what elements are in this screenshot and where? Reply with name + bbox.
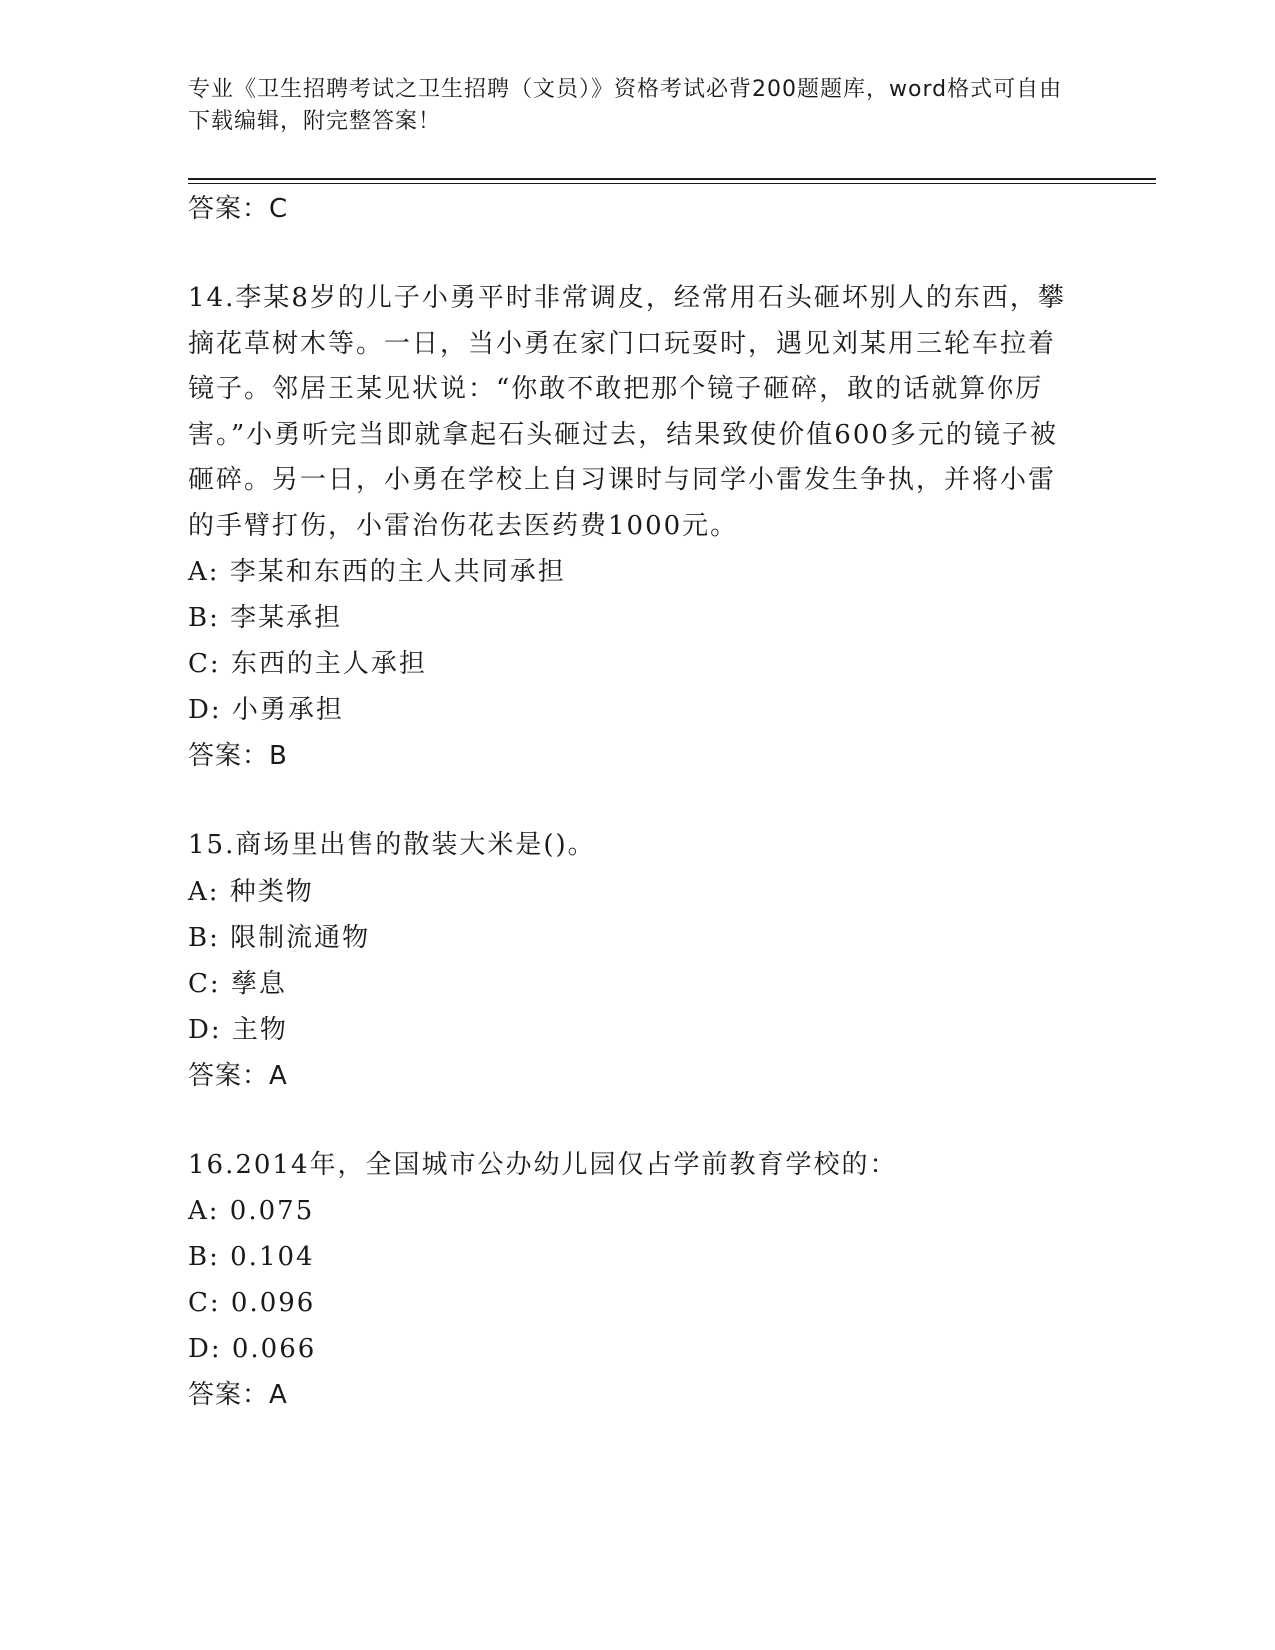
- option-a: A: 李某和东西的主人共同承担: [188, 557, 566, 587]
- option-a: A: 种类物: [188, 876, 314, 907]
- option-d: D: 0.066: [188, 1334, 317, 1364]
- header-rule-thin: [188, 183, 1156, 184]
- option-d: D: 主物: [188, 1014, 288, 1045]
- header-rule-thick: [188, 178, 1156, 180]
- option-c: C: 孳息: [188, 968, 287, 999]
- document-header: 专业《卫生招聘考试之卫生招聘（文员）》资格考试必背200题题库，word格式可自由下载编辑，附完整答案！: [188, 77, 1063, 134]
- question-stem: 14.李某8岁的儿子小勇平时非常调皮，经常用石头砸坏别人的东西，攀摘花草树木等。一日，当小勇在家门口玩耍时，遇见刘某用三轮车拉着镜子。邻居王某见状说：“你敢不敢把那个镜子砸碎，敢的话就算你厉害。”小勇听完当即就拿起石头砸过去，结果致使价值600多元的镜子被砸碎。另一日，小勇在学校上自习课时与同学小雷发生争执，并将小雷的手臂打伤，小雷治伤花去医药费1000元。: [188, 283, 1066, 541]
- question-16: [188, 1143, 1068, 1419]
- option-c: C: 0.096: [188, 1288, 316, 1318]
- question-14: [188, 276, 1068, 779]
- question-stem: 16.2014年，全国城市公办幼儿园仅占学前教育学校的：: [188, 1149, 898, 1180]
- question-answer: 答案：A: [188, 1060, 288, 1091]
- option-a: A: 0.075: [188, 1196, 315, 1226]
- option-b: B: 限制流通物: [188, 922, 371, 953]
- option-d: D: 小勇承担: [188, 695, 344, 725]
- question-stem: 15.商场里出售的散装大米是()。: [188, 830, 596, 860]
- question-answer: 答案：B: [188, 741, 288, 771]
- previous-answer: 答案：C: [188, 194, 289, 224]
- option-b: B: 李某承担: [188, 603, 343, 633]
- option-b: B: 0.104: [188, 1242, 315, 1272]
- option-c: C: 东西的主人承担: [188, 649, 427, 679]
- question-answer: 答案：A: [188, 1380, 288, 1410]
- question-list: [188, 186, 1068, 1418]
- question-15: [188, 823, 1068, 1099]
